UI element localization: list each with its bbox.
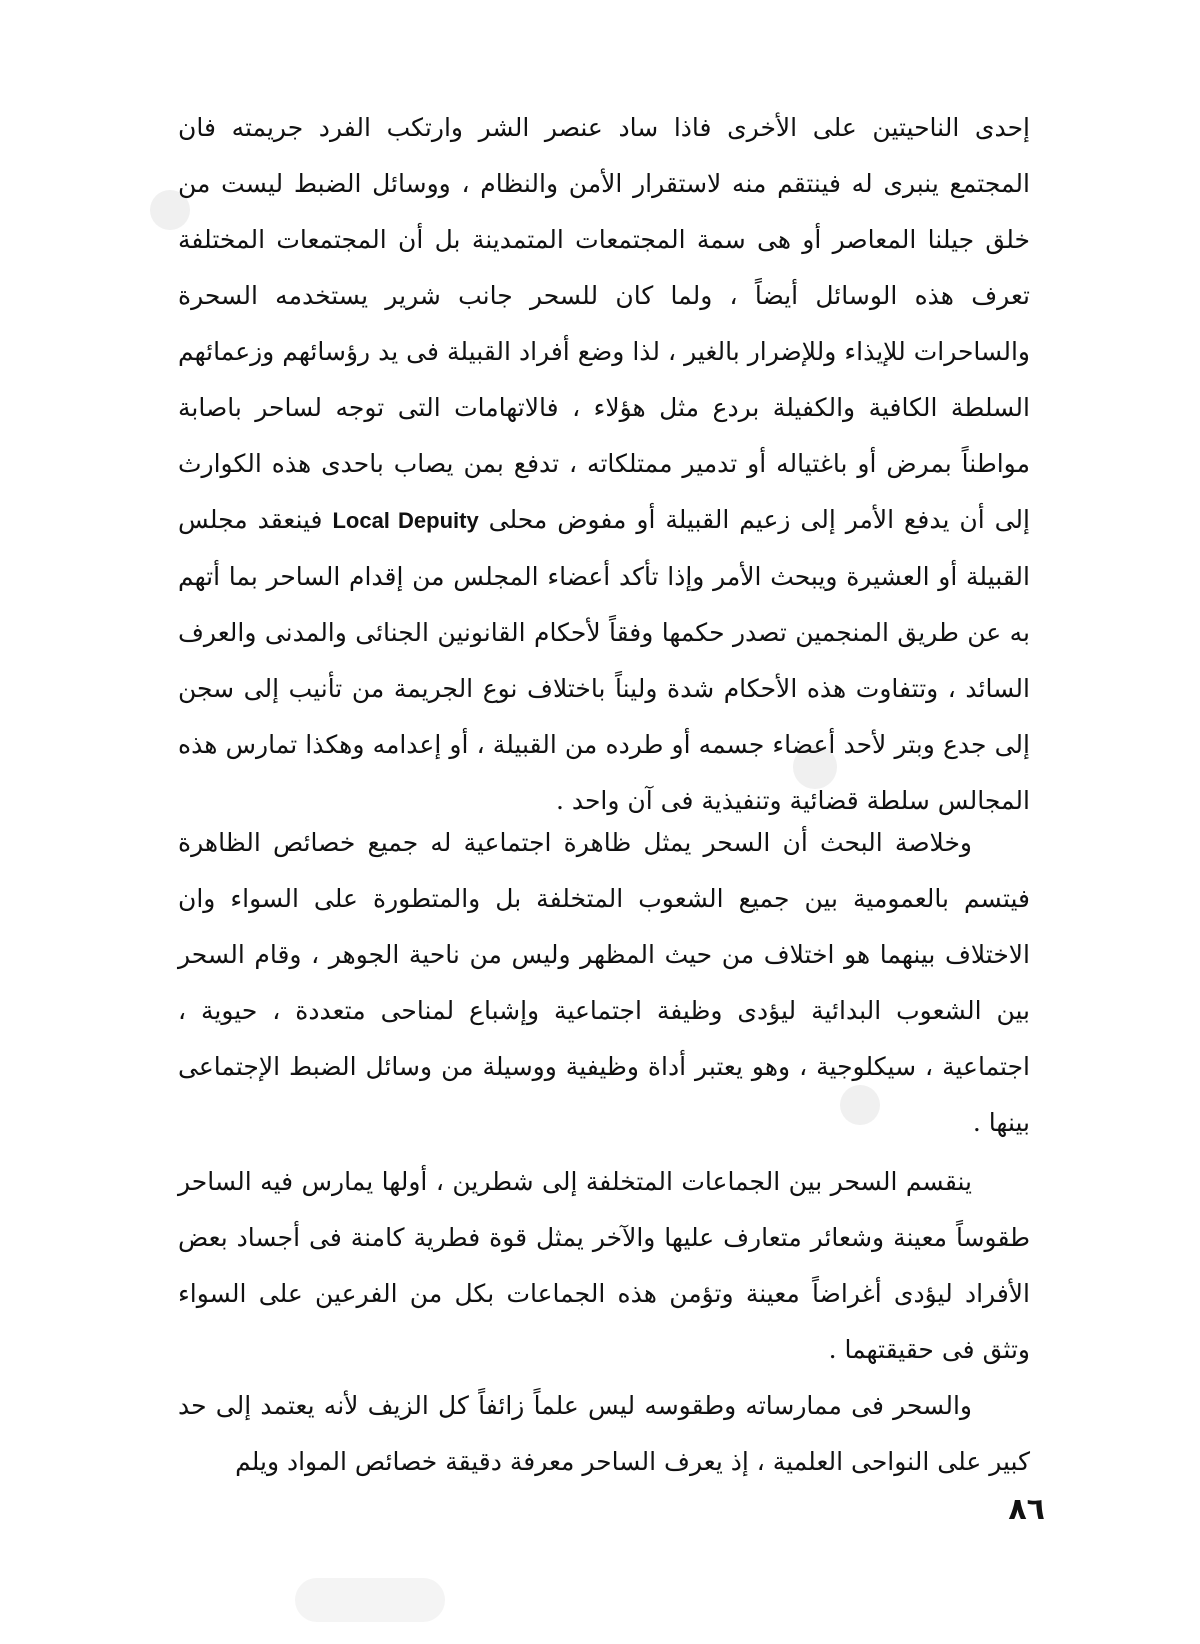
paragraph-text: إحدى الناحيتين على الأخرى فاذا ساد عنصر الشر وارتكب الفرد جريمته فان المجتمع ينبرى له فينتقم منه لاستقرار الأمن والنظام ، ووسائل الضبط ليست من خلق جيلنا المعاصر أو هى سمة المجتمعات المتمدينة بل أن المجتمعات المختلفة تعرف هذه الوسائل أيضاً ، ولما كان للسحر جانب شرير يستخدمه السحرة والساحرات للإيذاء وللإضرار بالغير ، لذا وضع أفراد القبيلة فى يد رؤسائهم وزعمائهم السلطة الكافية والكفيلة بردع مثل هؤلاء ، فالاتهامات التى توجه لساحر باصابة مواطناً بمرض أو باغتياله أو تدمير ممتلكاته ، تدفع بمن يصاب باحدى هذه الكوارث إلى أن يدفع الأمر إلى زعيم القبيلة أو مفوض محلى: [178, 113, 1030, 534]
paragraph-magic-divisions: ينقسم السحر بين الجماعات المتخلفة إلى شطرين ، أولها يمارس فيه الساحر طقوساً معينة وشعائر متعارف عليها والآخر يمثل قوة فطرية كامنة فى أجساد بعض الأفراد ليؤدى أغراضاً معينة وتؤمن هذه الجماعات بكل من الفرعين على السواء وتثق فى حقيقتهما .: [178, 1167, 1030, 1364]
paragraph-research-summary: وخلاصة البحث أن السحر يمثل ظاهرة اجتماعية له جميع خصائص الظاهرة فيتسم بالعمومية بين جميع الشعوب المتخلفة بل والمتطورة على السواء وان الاختلاف بينهما هو اختلاف من حيث المظهر وليس من ناحية الجوهر ، وقام السحر بين الشعوب البدائية ليؤدى وظيفة اجتماعية وإشباع لمناحى متعددة ، حيوية ، اجتماعية ، سيكلوجية ، وهو يعتبر أداة وظيفية ووسيلة من وسائل الضبط الإجتماعى بينها .: [178, 828, 1030, 1137]
page-number: ٨٦: [1008, 1492, 1045, 1527]
latin-term: Local Depuity: [332, 508, 479, 533]
paragraph-magic-practices: والسحر فى ممارساته وطقوسه ليس علماً زائفاً كل الزيف لأنه يعتمد إلى حد كبير على النواحى العلمية ، إذ يعرف الساحر معرفة دقيقة خصائص المواد ويلم: [178, 1391, 1030, 1476]
paragraph-social-control: [178, 100, 1030, 829]
paper-smudge: [295, 1578, 445, 1622]
paragraph-text: فينعقد مجلس القبيلة أو العشيرة ويبحث الأمر وإذا تأكد أعضاء المجلس من إقدام الساحر بما أتهم به عن طريق المنجمين تصدر حكمها وفقاً لأحكام القانونين الجنائى والمدنى والعرف السائد ، وتتفاوت هذه الأحكام شدة وليناً باختلاف نوع الجريمة من تأنيب إلى سجن إلى جدع وبتر لأحد أعضاء جسمه أو طرده من القبيلة ، أو إعدامه وهكذا تمارس هذه المجالس سلطة قضائية وتنفيذية فى آن واحد .: [178, 505, 1030, 815]
